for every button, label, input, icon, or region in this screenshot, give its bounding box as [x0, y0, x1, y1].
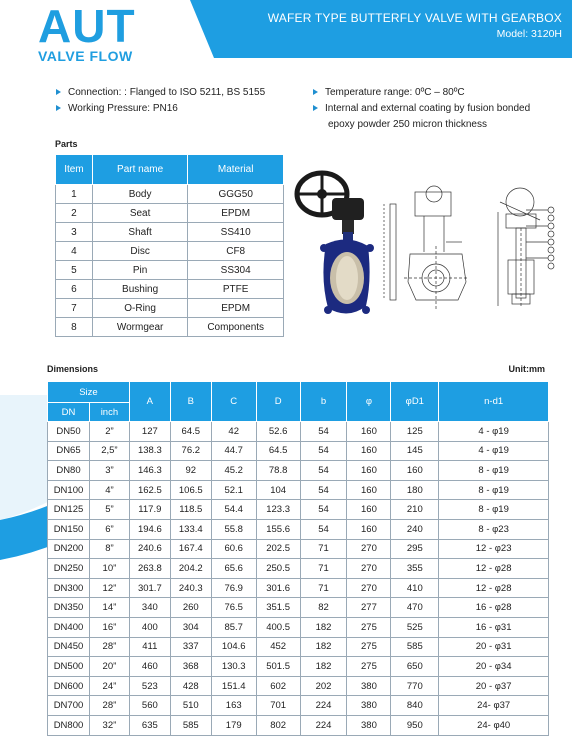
b-small-cell: 54 [300, 422, 347, 442]
a-cell: 400 [129, 617, 170, 637]
part-material-cell: EPDM [188, 204, 284, 223]
dimensions-heading: Dimensions [47, 364, 99, 374]
col-n-d1: n-d1 [439, 382, 549, 422]
phi-cell: 160 [347, 441, 391, 461]
parts-heading: Parts [55, 139, 78, 149]
b-cell: 92 [170, 461, 211, 481]
dimensions-body [48, 422, 549, 736]
phi-d1-cell: 125 [391, 422, 439, 442]
inch-cell: 8” [89, 539, 129, 559]
dimensions-table [47, 381, 549, 736]
bullet-icon [313, 105, 318, 111]
n-d1-cell: 24- φ37 [439, 696, 549, 716]
dn-cell: DN100 [48, 480, 90, 500]
n-d1-cell: 8 - φ19 [439, 461, 549, 481]
dimensions-row [48, 559, 549, 579]
n-d1-cell: 4 - φ19 [439, 441, 549, 461]
part-name-cell: Wormgear [92, 318, 188, 337]
dn-cell: DN65 [48, 441, 90, 461]
parts-row [56, 185, 284, 204]
dimensions-row [48, 578, 549, 598]
a-cell: 138.3 [129, 441, 170, 461]
dims-header-row-1 [48, 382, 549, 403]
part-item-cell: 1 [56, 185, 93, 204]
dn-cell: DN250 [48, 559, 90, 579]
n-d1-cell: 20 - φ34 [439, 657, 549, 677]
dimensions-row [48, 480, 549, 500]
spec-text: Connection: : Flanged to ISO 5211, BS 5155 [68, 87, 266, 98]
n-d1-cell: 24- φ40 [439, 715, 549, 735]
d-cell: 351.5 [256, 598, 300, 618]
spec-connection [56, 86, 265, 102]
b-cell: 510 [170, 696, 211, 716]
inch-cell: 2” [89, 422, 129, 442]
parts-header-row [56, 155, 284, 185]
inch-cell: 3” [89, 461, 129, 481]
brand-subtitle: VALVE FLOW [38, 48, 133, 64]
a-cell: 162.5 [129, 480, 170, 500]
spec-temperature [313, 86, 530, 102]
dn-cell: DN450 [48, 637, 90, 657]
phi-d1-cell: 180 [391, 480, 439, 500]
d-cell: 501.5 [256, 657, 300, 677]
d-cell: 250.5 [256, 559, 300, 579]
spec-text: Temperature range: 0ºC – 80ºC [325, 87, 465, 98]
phi-cell: 380 [347, 676, 391, 696]
b-small-cell: 71 [300, 578, 347, 598]
dn-cell: DN500 [48, 657, 90, 677]
part-name-cell: Seat [92, 204, 188, 223]
b-cell: 240.3 [170, 578, 211, 598]
part-item-cell: 8 [56, 318, 93, 337]
phi-cell: 160 [347, 519, 391, 539]
a-cell: 301.7 [129, 578, 170, 598]
part-item-cell: 5 [56, 261, 93, 280]
dimensions-row [48, 500, 549, 520]
b-small-cell: 202 [300, 676, 347, 696]
phi-d1-cell: 210 [391, 500, 439, 520]
c-cell: 104.6 [211, 637, 256, 657]
bullet-icon [56, 105, 61, 111]
dn-cell: DN800 [48, 715, 90, 735]
b-cell: 118.5 [170, 500, 211, 520]
technical-drawings [380, 182, 570, 320]
d-cell: 802 [256, 715, 300, 735]
b-small-cell: 71 [300, 539, 347, 559]
phi-cell: 160 [347, 500, 391, 520]
col-material: Material [188, 155, 284, 185]
phi-d1-cell: 950 [391, 715, 439, 735]
bullet-icon [313, 89, 318, 95]
phi-cell: 275 [347, 637, 391, 657]
phi-d1-cell: 840 [391, 696, 439, 716]
inch-cell: 32” [89, 715, 129, 735]
dn-cell: DN400 [48, 617, 90, 637]
dimensions-row [48, 715, 549, 735]
c-cell: 76.5 [211, 598, 256, 618]
b-cell: 337 [170, 637, 211, 657]
part-material-cell: Components [188, 318, 284, 337]
c-cell: 54.4 [211, 500, 256, 520]
dn-cell: DN300 [48, 578, 90, 598]
part-name-cell: Disc [92, 242, 188, 261]
n-d1-cell: 4 - φ19 [439, 422, 549, 442]
phi-d1-cell: 295 [391, 539, 439, 559]
a-cell: 117.9 [129, 500, 170, 520]
n-d1-cell: 8 - φ19 [439, 500, 549, 520]
col-item: Item [56, 155, 93, 185]
n-d1-cell: 12 - φ28 [439, 578, 549, 598]
col-d: D [256, 382, 300, 422]
col-a: A [129, 382, 170, 422]
spec-coating [313, 102, 530, 118]
c-cell: 179 [211, 715, 256, 735]
phi-cell: 270 [347, 559, 391, 579]
part-item-cell: 7 [56, 299, 93, 318]
part-material-cell: PTFE [188, 280, 284, 299]
parts-row [56, 242, 284, 261]
n-d1-cell: 16 - φ28 [439, 598, 549, 618]
parts-row [56, 261, 284, 280]
b-cell: 428 [170, 676, 211, 696]
dn-cell: DN600 [48, 676, 90, 696]
b-small-cell: 82 [300, 598, 347, 618]
dimensions-row [48, 598, 549, 618]
spec-text: Working Pressure: PN16 [68, 103, 178, 114]
part-name-cell: Body [92, 185, 188, 204]
inch-cell: 28” [89, 696, 129, 716]
n-d1-cell: 12 - φ23 [439, 539, 549, 559]
c-cell: 76.9 [211, 578, 256, 598]
specs-right [313, 86, 530, 134]
d-cell: 64.5 [256, 441, 300, 461]
dimensions-row [48, 617, 549, 637]
part-material-cell: SS410 [188, 223, 284, 242]
b-cell: 64.5 [170, 422, 211, 442]
phi-d1-cell: 355 [391, 559, 439, 579]
phi-d1-cell: 410 [391, 578, 439, 598]
c-cell: 60.6 [211, 539, 256, 559]
spec-text: Internal and external coating by fusion bonded [325, 103, 531, 114]
b-small-cell: 54 [300, 500, 347, 520]
phi-cell: 160 [347, 461, 391, 481]
b-small-cell: 224 [300, 696, 347, 716]
n-d1-cell: 12 - φ28 [439, 559, 549, 579]
part-material-cell: GGG50 [188, 185, 284, 204]
inch-cell: 16” [89, 617, 129, 637]
a-cell: 560 [129, 696, 170, 716]
d-cell: 400.5 [256, 617, 300, 637]
dn-cell: DN50 [48, 422, 90, 442]
parts-row [56, 318, 284, 337]
b-small-cell: 182 [300, 617, 347, 637]
col-b: B [170, 382, 211, 422]
parts-row [56, 280, 284, 299]
part-item-cell: 3 [56, 223, 93, 242]
parts-table [55, 154, 284, 337]
dimensions-row [48, 461, 549, 481]
parts-row [56, 204, 284, 223]
part-item-cell: 2 [56, 204, 93, 223]
dimensions-row [48, 657, 549, 677]
phi-d1-cell: 585 [391, 637, 439, 657]
d-cell: 123.3 [256, 500, 300, 520]
dn-cell: DN150 [48, 519, 90, 539]
phi-d1-cell: 160 [391, 461, 439, 481]
col-inch: inch [89, 403, 129, 422]
model-number: Model: 3120H [496, 28, 562, 40]
b-cell: 260 [170, 598, 211, 618]
dn-cell: DN700 [48, 696, 90, 716]
b-small-cell: 71 [300, 559, 347, 579]
n-d1-cell: 8 - φ19 [439, 480, 549, 500]
part-material-cell: SS304 [188, 261, 284, 280]
valve-product-image [288, 170, 374, 322]
phi-cell: 380 [347, 715, 391, 735]
phi-d1-cell: 145 [391, 441, 439, 461]
dimensions-row [48, 441, 549, 461]
phi-cell: 277 [347, 598, 391, 618]
part-item-cell: 6 [56, 280, 93, 299]
dimensions-row [48, 519, 549, 539]
a-cell: 146.3 [129, 461, 170, 481]
part-material-cell: EPDM [188, 299, 284, 318]
col-dn: DN [48, 403, 90, 422]
b-cell: 304 [170, 617, 211, 637]
inch-cell: 28” [89, 637, 129, 657]
b-small-cell: 182 [300, 637, 347, 657]
unit-label: Unit:mm [508, 364, 545, 374]
b-cell: 133.4 [170, 519, 211, 539]
parts-row [56, 299, 284, 318]
col-phi-d1: φD1 [391, 382, 439, 422]
parts-body [56, 185, 284, 337]
a-cell: 240.6 [129, 539, 170, 559]
d-cell: 701 [256, 696, 300, 716]
brand-logo [38, 0, 136, 64]
dn-cell: DN125 [48, 500, 90, 520]
col-size: Size [48, 382, 130, 403]
phi-cell: 270 [347, 539, 391, 559]
c-cell: 65.6 [211, 559, 256, 579]
inch-cell: 24” [89, 676, 129, 696]
d-cell: 78.8 [256, 461, 300, 481]
dimensions-row [48, 696, 549, 716]
phi-d1-cell: 470 [391, 598, 439, 618]
phi-cell: 270 [347, 578, 391, 598]
part-name-cell: Shaft [92, 223, 188, 242]
inch-cell: 20” [89, 657, 129, 677]
phi-cell: 160 [347, 480, 391, 500]
inch-cell: 10” [89, 559, 129, 579]
b-small-cell: 54 [300, 519, 347, 539]
d-cell: 301.6 [256, 578, 300, 598]
dn-cell: DN350 [48, 598, 90, 618]
a-cell: 263.8 [129, 559, 170, 579]
b-small-cell: 54 [300, 441, 347, 461]
a-cell: 523 [129, 676, 170, 696]
inch-cell: 2,5” [89, 441, 129, 461]
b-small-cell: 54 [300, 480, 347, 500]
c-cell: 42 [211, 422, 256, 442]
part-item-cell: 4 [56, 242, 93, 261]
c-cell: 130.3 [211, 657, 256, 677]
inch-cell: 5” [89, 500, 129, 520]
part-name-cell: Pin [92, 261, 188, 280]
a-cell: 460 [129, 657, 170, 677]
inch-cell: 14” [89, 598, 129, 618]
d-cell: 52.6 [256, 422, 300, 442]
bullet-icon [56, 89, 61, 95]
col-c: C [211, 382, 256, 422]
phi-cell: 380 [347, 696, 391, 716]
c-cell: 85.7 [211, 617, 256, 637]
b-cell: 368 [170, 657, 211, 677]
col-phi: φ [347, 382, 391, 422]
c-cell: 163 [211, 696, 256, 716]
col-b-small: b [300, 382, 347, 422]
dimensions-row [48, 637, 549, 657]
b-cell: 204.2 [170, 559, 211, 579]
phi-d1-cell: 770 [391, 676, 439, 696]
dimensions-row [48, 422, 549, 442]
spec-coating-cont [313, 118, 530, 134]
d-cell: 452 [256, 637, 300, 657]
d-cell: 155.6 [256, 519, 300, 539]
b-cell: 585 [170, 715, 211, 735]
b-cell: 106.5 [170, 480, 211, 500]
page-title: WAFER TYPE BUTTERFLY VALVE WITH GEARBOX [267, 11, 562, 25]
dimensions-row [48, 676, 549, 696]
phi-cell: 160 [347, 422, 391, 442]
phi-d1-cell: 240 [391, 519, 439, 539]
phi-cell: 275 [347, 617, 391, 637]
phi-d1-cell: 650 [391, 657, 439, 677]
phi-cell: 275 [347, 657, 391, 677]
spec-text: epoxy powder 250 micron thickness [328, 119, 487, 130]
a-cell: 635 [129, 715, 170, 735]
d-cell: 602 [256, 676, 300, 696]
c-cell: 45.2 [211, 461, 256, 481]
a-cell: 411 [129, 637, 170, 657]
b-cell: 167.4 [170, 539, 211, 559]
b-small-cell: 182 [300, 657, 347, 677]
dn-cell: DN80 [48, 461, 90, 481]
col-part-name: Part name [92, 155, 188, 185]
b-small-cell: 54 [300, 461, 347, 481]
spec-pressure [56, 102, 265, 118]
inch-cell: 4” [89, 480, 129, 500]
inch-cell: 12” [89, 578, 129, 598]
part-name-cell: Bushing [92, 280, 188, 299]
d-cell: 104 [256, 480, 300, 500]
c-cell: 44.7 [211, 441, 256, 461]
dimensions-row [48, 539, 549, 559]
parts-row [56, 223, 284, 242]
dn-cell: DN200 [48, 539, 90, 559]
b-small-cell: 224 [300, 715, 347, 735]
phi-d1-cell: 525 [391, 617, 439, 637]
c-cell: 55.8 [211, 519, 256, 539]
a-cell: 340 [129, 598, 170, 618]
n-d1-cell: 16 - φ31 [439, 617, 549, 637]
inch-cell: 6” [89, 519, 129, 539]
d-cell: 202.5 [256, 539, 300, 559]
c-cell: 151.4 [211, 676, 256, 696]
brand-name: AUT [38, 0, 136, 52]
part-name-cell: O-Ring [92, 299, 188, 318]
part-material-cell: CF8 [188, 242, 284, 261]
n-d1-cell: 8 - φ23 [439, 519, 549, 539]
specs-left [56, 86, 265, 118]
a-cell: 127 [129, 422, 170, 442]
b-cell: 76.2 [170, 441, 211, 461]
n-d1-cell: 20 - φ31 [439, 637, 549, 657]
n-d1-cell: 20 - φ37 [439, 676, 549, 696]
a-cell: 194.6 [129, 519, 170, 539]
c-cell: 52.1 [211, 480, 256, 500]
